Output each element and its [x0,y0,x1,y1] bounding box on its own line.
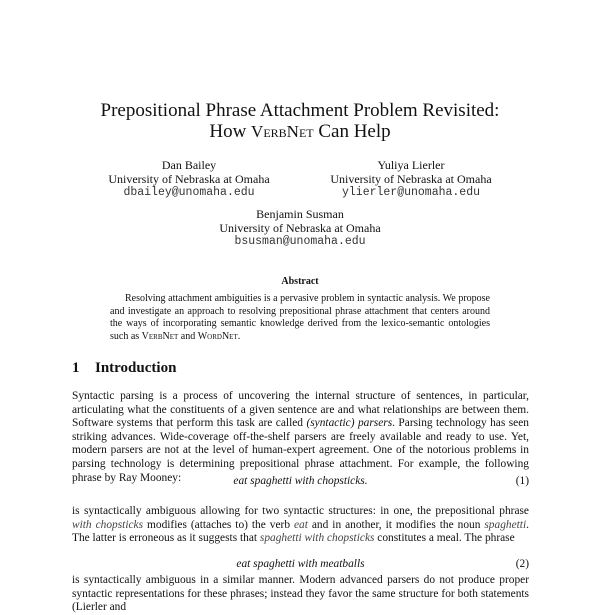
paragraph-1 [72,390,529,485]
abstract-body: . [237,330,241,342]
text: . The latter is erroneous as it suggests that [72,518,529,545]
equation-expression: eat spaghetti with meatballs [236,558,365,570]
text: . Parsing technology has seen striking advances. Wide-coverage off-the-shelf parsers are freely available and ready to use. Yet, modern parsers are not at the level of human-expert agreement. One of the notorious problems in parsing technology is determining prepositional phrase attachment. For example, the following phrase by Ray Mooney: [72,417,529,484]
section-number: 1 [72,360,80,376]
paper-title [0,100,600,142]
section-heading [72,360,176,377]
section-title: Introduction [95,360,177,376]
author-name: Dan Bailey [161,158,217,172]
abstract-body: and [178,330,198,342]
abstract-heading: Abstract [281,276,319,287]
emphasis: spaghetti [484,518,527,531]
title-text: Can Help [313,121,391,142]
author-email[interactable]: bsusman@unomaha.edu [234,235,366,248]
author-email[interactable]: ylierler@unomaha.edu [341,186,481,199]
author-name: Benjamin Susman [256,207,344,221]
emphasis: with chopsticks [72,518,144,531]
text: modifies (attaches to) the verb [143,518,294,531]
text: Syntactic parsing is a process of uncovering the internal structure of sentences, in particular, articulating what the constituents of a given sentence are and what relationships are between them. Software systems that perform this task are called [72,390,529,430]
paragraph-2 [72,505,529,546]
equation-number: (2) [515,558,529,570]
text: is syntactically ambiguous allowing for two syntactic structures: in one, the prepositional phrase [72,505,529,517]
paragraph-3: is syntactically ambiguous in a similar manner. Modern advanced parsers do not produce proper syntactic representations for these phrases; instead they favor the same structure for both statements (Lierler and [72,574,529,614]
title-line-1: Prepositional Phrase Attachment Problem Revisited: [100,100,500,121]
emphasis: (syntactic) parsers [306,417,393,430]
author-block [200,207,400,249]
title-line-2 [0,121,600,142]
author-email[interactable]: dbailey@unomaha.edu [123,186,255,199]
verbnet-name: VerbNet [141,330,179,342]
abstract-body: Resolving attachment ambiguities is a pervasive problem in syntactic analysis. We propose and investigate an approach to resolving prepositional phrase attachment that centers around the ways of incorporating semantic knowledge derived from the lexico-semantic ontologies such as [110,293,490,342]
author-block [311,158,511,200]
verbnet-name: VerbNet [251,122,314,141]
equation-expression: eat spaghetti with chopsticks. [233,475,368,487]
abstract-text [110,293,490,343]
author-affiliation: University of Nebraska at Omaha [108,172,270,186]
text: constitutes a meal. The phrase [374,532,515,545]
wordnet-name: WordNet [197,330,238,342]
title-text: How [209,121,252,142]
author-affiliation: University of Nebraska at Omaha [219,221,381,235]
emphasis: eat [293,518,308,531]
text: and in another, it modifies the noun [307,518,485,531]
equation-number: (1) [515,475,529,487]
author-name: Yuliya Lierler [377,158,445,172]
author-affiliation: University of Nebraska at Omaha [330,172,492,186]
author-block [89,158,289,200]
emphasis: spaghetti with chopsticks [259,532,375,545]
